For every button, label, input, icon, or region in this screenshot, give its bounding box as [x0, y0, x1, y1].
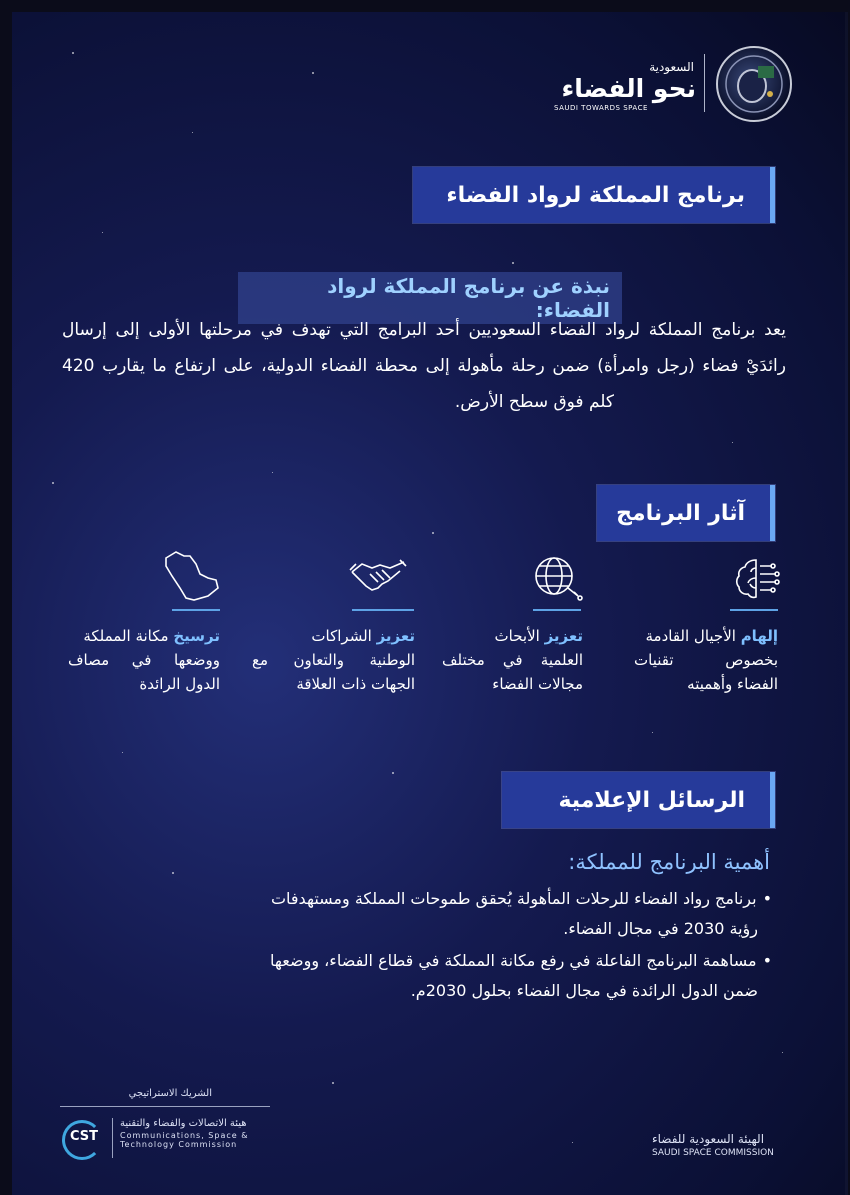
- about-heading: نبذة عن برنامج المملكة لرواد الفضاء:: [238, 272, 622, 324]
- bullet-dot: •: [762, 951, 772, 970]
- bullet-text: رؤية 2030 في مجال الفضاء.: [563, 919, 758, 938]
- bullet-text: مساهمة البرنامج الفاعلة في رفع مكانة المملكة في قطاع الفضاء، ووضعها: [270, 951, 757, 970]
- media-bullet-1: [226, 884, 772, 944]
- logo-ar-main: نحو الفضاء: [561, 74, 696, 103]
- media-bullet-2: [226, 946, 772, 1006]
- title-accent: [770, 167, 775, 223]
- logo-en: SAUDI TOWARDS SPACE: [554, 104, 648, 112]
- impact-text: مكانة المملكة: [83, 627, 174, 645]
- title-accent: [770, 772, 775, 828]
- cst-logo: [62, 1118, 108, 1158]
- impacts-title: آثار البرنامج: [616, 500, 745, 526]
- impact-text: مجالات الفضاء: [492, 675, 583, 693]
- bullet-dot: •: [762, 889, 772, 908]
- impact-highlight: تعزيز: [376, 627, 415, 645]
- scroll-track[interactable]: [845, 12, 848, 1195]
- cst-en1: Communications, Space &: [120, 1131, 249, 1140]
- impact-text: الدول الرائدة: [139, 675, 220, 693]
- document-page: [12, 12, 848, 1195]
- impact-highlight: إلهام: [740, 627, 778, 645]
- partner-divider: [60, 1106, 270, 1107]
- about-line-2: رائدَيْ فضاء (رجل وامرأة) ضمن رحلة مأهولة إلى محطة الفضاء الدولية، على ارتفاع ما يقارب 420: [62, 356, 786, 376]
- impact-text: الفضاء وأهميته: [687, 675, 778, 693]
- impact-text: الجهات ذات العلاقة: [296, 675, 415, 693]
- about-paragraph: [62, 312, 786, 420]
- globe-network-icon: [530, 552, 584, 604]
- impact-item-4: [68, 624, 220, 696]
- impact-item-1: [634, 624, 778, 696]
- impact-text: العلمية في مختلف: [442, 651, 583, 669]
- impact-text: الأجيال القادمة: [645, 627, 741, 645]
- bullet-text: برنامج رواد الفضاء للرحلات المأهولة يُحقق طموحات المملكة ومستهدفات: [270, 889, 757, 908]
- media-title: الرسائل الإعلامية: [558, 787, 745, 813]
- impact-item-2: [442, 624, 583, 696]
- impact-underline-1: [730, 609, 778, 611]
- about-line-3: كلم فوق سطح الأرض.: [454, 392, 614, 412]
- cst-ar: هيئة الاتصالات والفضاء والتقنية: [120, 1118, 247, 1129]
- ssc-logo: [652, 1132, 792, 1158]
- cst-text: [120, 1118, 270, 1149]
- impacts-title-box: [597, 485, 775, 541]
- impact-text: الشراكات: [311, 627, 377, 645]
- impact-text: الوطنية والتعاون مع: [252, 651, 415, 669]
- impact-highlight: ترسيخ: [173, 627, 220, 645]
- handshake-icon: [348, 552, 408, 602]
- program-title: برنامج المملكة لرواد الفضاء: [446, 182, 745, 208]
- mission-emblem: [716, 46, 792, 122]
- impact-text: بخصوص تقنيات: [634, 651, 778, 669]
- impact-underline-2: [533, 609, 581, 611]
- saudi-towards-space-logo: [550, 62, 696, 118]
- about-line-1: يعد برنامج المملكة لرواد الفضاء السعوديين أحد البرامج التي تهدف في مرحلتها الأولى إلى إرسال: [62, 320, 786, 340]
- header-divider: [704, 54, 705, 112]
- media-lead: أهمية البرنامج للمملكة:: [568, 850, 770, 874]
- cst-divider: [112, 1118, 113, 1158]
- media-title-box: [502, 772, 775, 828]
- brain-circuit-icon: [730, 552, 782, 604]
- saudi-map-icon: [158, 548, 222, 604]
- bullet-text: ضمن الدول الرائدة في مجال الفضاء بحلول 2030م.: [410, 981, 758, 1000]
- astronaut-helmet-icon: [718, 48, 790, 120]
- ssc-ar: الهيئة السعودية للفضاء: [652, 1132, 765, 1146]
- cst-en2: Technology Commission: [120, 1140, 238, 1149]
- title-accent: [770, 485, 775, 541]
- impact-underline-4: [172, 609, 220, 611]
- program-title-box: [413, 167, 775, 223]
- impact-item-3: [252, 624, 415, 696]
- impact-text: الأبحاث: [494, 627, 545, 645]
- logo-ar-small: السعودية: [649, 60, 694, 74]
- impact-highlight: تعزيز: [544, 627, 583, 645]
- impact-text: ووضعها في مصاف: [68, 651, 220, 669]
- ssc-en: SAUDI SPACE COMMISSION: [652, 1148, 774, 1158]
- partner-label: الشريك الاستراتيجي: [128, 1088, 212, 1099]
- impact-underline-3: [352, 609, 414, 611]
- cst-abbr: CST: [70, 1129, 99, 1144]
